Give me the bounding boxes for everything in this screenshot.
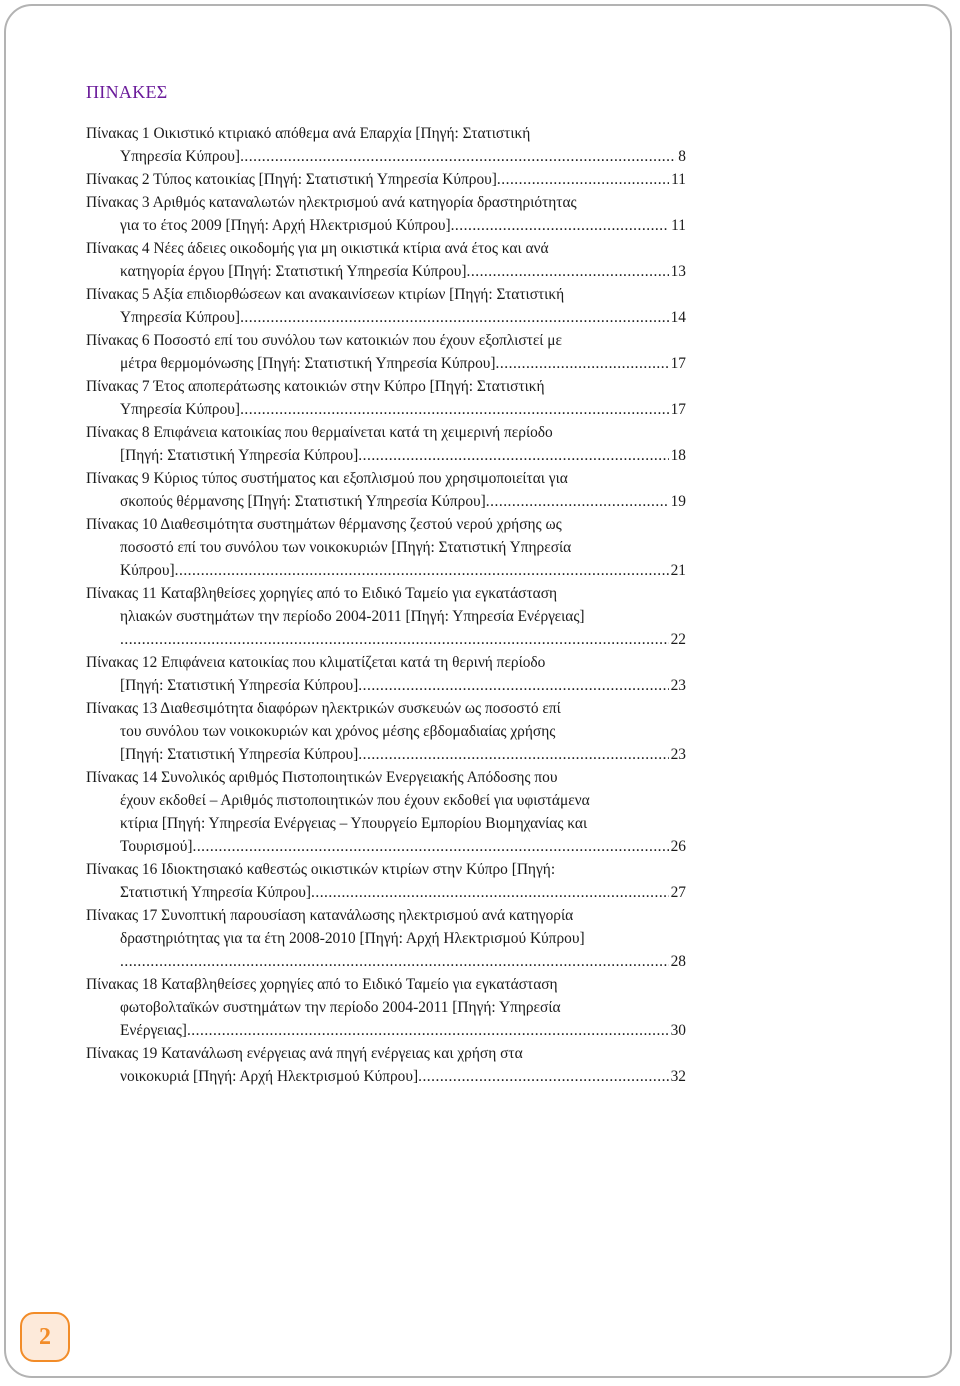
- toc-page-number: 30: [670, 1022, 686, 1039]
- dot-leader: [240, 398, 669, 421]
- dot-leader: [120, 628, 669, 651]
- toc-entry-title: Πίνακας 18 Καταβληθείσες χορηγίες από το Ειδικό Ταμείο για εγκατάσταση: [86, 976, 558, 993]
- table-of-contents: [86, 122, 686, 1088]
- toc-entry-continuation: Υπηρεσία Κύπρου]: [120, 148, 241, 165]
- toc-entry-continuation: του συνόλου των νοικοκυριών και χρόνος μέσης εβδομαδιαίας χρήσης: [120, 723, 556, 740]
- toc-entry[interactable]: [86, 1042, 686, 1088]
- dot-leader: [120, 950, 669, 973]
- toc-page-number: 17: [670, 355, 686, 372]
- toc-entry[interactable]: [86, 858, 686, 904]
- dot-leader: [496, 352, 669, 375]
- toc-entry[interactable]: [86, 191, 686, 237]
- toc-page-number: 21: [670, 562, 686, 579]
- dot-leader: [358, 674, 668, 697]
- toc-page-number: 19: [670, 493, 686, 510]
- toc-entry-continuation: Κύπρου]: [120, 562, 175, 579]
- toc-entry[interactable]: [86, 973, 686, 1042]
- dot-leader: [311, 881, 669, 904]
- toc-entry-title: Πίνακας 12 Επιφάνεια κατοικίας που κλιματίζεται κατά τη θερινή περίοδο: [86, 654, 546, 671]
- dot-leader: [418, 1065, 669, 1088]
- toc-entry[interactable]: [86, 329, 686, 375]
- dot-leader: [486, 490, 669, 513]
- toc-entry-title: Πίνακας 4 Νέες άδειες οικοδομής για μη οικιστικά κτίρια ανά έτος και ανά: [86, 240, 549, 257]
- dot-leader: [175, 559, 669, 582]
- toc-page-number: 11: [671, 171, 686, 188]
- toc-page-number: 26: [670, 838, 686, 855]
- toc-entry[interactable]: [86, 467, 686, 513]
- page-number: 2: [39, 1323, 51, 1350]
- dot-leader: [187, 1019, 669, 1042]
- dot-leader: [497, 168, 669, 191]
- toc-entry-title: Πίνακας 5 Αξία επιδιορθώσεων και ανακαινίσεων κτιρίων [Πηγή: Στατιστική: [86, 286, 565, 303]
- toc-entry-continuation: σκοπούς θέρμανσης [Πηγή: Στατιστική Υπηρεσία Κύπρου]: [120, 493, 486, 510]
- toc-page-number: 18: [670, 447, 686, 464]
- toc-entry-continuation: [Πηγή: Στατιστική Υπηρεσία Κύπρου]: [120, 746, 359, 763]
- toc-page-number: 8: [678, 148, 686, 165]
- toc-page-number: 14: [670, 309, 686, 326]
- toc-page-number: 22: [670, 631, 686, 648]
- toc-entry[interactable]: [86, 375, 686, 421]
- toc-entry-continuation: Ενέργειας]: [120, 1022, 187, 1039]
- toc-entry-continuation: δραστηριότητας για τα έτη 2008-2010 [Πηγή: Αρχή Ηλεκτρισμού Κύπρου]: [120, 930, 585, 947]
- page-number-badge: [20, 1312, 70, 1362]
- dot-leader: [467, 260, 669, 283]
- toc-page-number: 27: [670, 884, 686, 901]
- toc-entry[interactable]: [86, 904, 686, 973]
- toc-entry[interactable]: [86, 237, 686, 283]
- toc-entry-continuation: κατηγορία έργου [Πηγή: Στατιστική Υπηρεσία Κύπρου]: [120, 263, 467, 280]
- toc-entry-title: Πίνακας 7 Έτος αποπεράτωσης κατοικιών στην Κύπρο [Πηγή: Στατιστική: [86, 378, 545, 395]
- toc-entry-continuation: [Πηγή: Στατιστική Υπηρεσία Κύπρου]: [120, 447, 359, 464]
- toc-entry[interactable]: [86, 283, 686, 329]
- toc-page-number: 23: [670, 746, 686, 763]
- toc-entry-continuation: Υπηρεσία Κύπρου]: [120, 401, 241, 418]
- toc-entry-continuation: Τουρισμού]: [120, 838, 193, 855]
- toc-entry-continuation: Στατιστική Υπηρεσία Κύπρου]: [120, 884, 312, 901]
- toc-entry-continuation: για το έτος 2009 [Πηγή: Αρχή Ηλεκτρισμού Κύπρου]: [120, 217, 451, 234]
- toc-entry[interactable]: [86, 582, 686, 651]
- toc-entry[interactable]: [86, 651, 686, 697]
- toc-entry-continuation: κτίρια [Πηγή: Υπηρεσία Ενέργειας – Υπουργείο Εμπορίου Βιομηχανίας και: [120, 815, 588, 832]
- toc-entry-title: Πίνακας 2 Τύπος κατοικίας [Πηγή: Στατιστική Υπηρεσία Κύπρου]: [86, 171, 497, 188]
- toc-entry-title: Πίνακας 16 Ιδιοκτησιακό καθεστώς οικιστικών κτιρίων στην Κύπρο [Πηγή:: [86, 861, 556, 878]
- toc-entry-continuation: ηλιακών συστημάτων την περίοδο 2004-2011 [Πηγή: Υπηρεσία Ενέργειας]: [120, 608, 585, 625]
- toc-entry-title: Πίνακας 11 Καταβληθείσες χορηγίες από το Ειδικό Ταμείο για εγκατάσταση: [86, 585, 558, 602]
- toc-entry[interactable]: [86, 513, 686, 582]
- toc-entry-title: Πίνακας 13 Διαθεσιμότητα διαφόρων ηλεκτρικών συσκευών ως ποσοστό επί: [86, 700, 561, 717]
- dot-leader: [192, 835, 668, 858]
- toc-entry-continuation: [Πηγή: Στατιστική Υπηρεσία Κύπρου]: [120, 677, 359, 694]
- dot-leader: [358, 444, 668, 467]
- toc-entry-title: Πίνακας 19 Κατανάλωση ενέργειας ανά πηγή ενέργειας και χρήση στα: [86, 1045, 523, 1062]
- toc-page-number: 28: [670, 953, 686, 970]
- toc-entry-continuation: φωτοβολταϊκών συστημάτων την περίοδο 2004-2011 [Πηγή: Υπηρεσία: [120, 999, 561, 1016]
- toc-page-number: 32: [670, 1068, 686, 1085]
- toc-page-number: 23: [670, 677, 686, 694]
- toc-entry-title: Πίνακας 3 Αριθμός καταναλωτών ηλεκτρισμού ανά κατηγορία δραστηριότητας: [86, 194, 577, 211]
- dot-leader: [240, 145, 676, 168]
- toc-entry[interactable]: [86, 766, 686, 858]
- toc-entry-continuation: έχουν εκδοθεί – Αριθμός πιστοποιητικών που έχουν εκδοθεί για υφιστάμενα: [120, 792, 590, 809]
- toc-page-number: 17: [670, 401, 686, 418]
- toc-page-number: 13: [670, 263, 686, 280]
- toc-entry-title: Πίνακας 10 Διαθεσιμότητα συστημάτων θέρμανσης ζεστού νερού χρήσης ως: [86, 516, 562, 533]
- toc-page-number: 11: [671, 217, 686, 234]
- toc-entry[interactable]: [86, 421, 686, 467]
- dot-leader: [358, 743, 668, 766]
- toc-entry[interactable]: [86, 168, 686, 191]
- toc-entry-title: Πίνακας 9 Κύριος τύπος συστήματος και εξοπλισμού που χρησιμοποιείται για: [86, 470, 568, 487]
- toc-entry[interactable]: [86, 697, 686, 766]
- dot-leader: [451, 214, 670, 237]
- toc-entry-continuation: ποσοστό επί του συνόλου των νοικοκυριών [Πηγή: Στατιστική Υπηρεσία: [120, 539, 572, 556]
- toc-entry-title: Πίνακας 8 Επιφάνεια κατοικίας που θερμαίνεται κατά τη χειμερινή περίοδο: [86, 424, 553, 441]
- toc-entry-continuation: νοικοκυριά [Πηγή: Αρχή Ηλεκτρισμού Κύπρου]: [120, 1068, 419, 1085]
- toc-entry[interactable]: [86, 122, 686, 168]
- toc-entry-title: Πίνακας 1 Οικιστικό κτιριακό απόθεμα ανά Επαρχία [Πηγή: Στατιστική: [86, 125, 531, 142]
- toc-entry-title: Πίνακας 17 Συνοπτική παρουσίαση κατανάλωσης ηλεκτρισμού ανά κατηγορία: [86, 907, 574, 924]
- toc-entry-title: Πίνακας 14 Συνολικός αριθμός Πιστοποιητικών Ενεργειακής Απόδοσης που: [86, 769, 558, 786]
- dot-leader: [240, 306, 669, 329]
- toc-entry-continuation: μέτρα θερμομόνωσης [Πηγή: Στατιστική Υπηρεσία Κύπρου]: [120, 355, 496, 372]
- page-heading: ΠΙΝΑΚΕΣ: [86, 82, 168, 102]
- toc-entry-title: Πίνακας 6 Ποσοστό επί του συνόλου των κατοικιών που έχουν εξοπλιστεί με: [86, 332, 562, 349]
- toc-entry-continuation: Υπηρεσία Κύπρου]: [120, 309, 241, 326]
